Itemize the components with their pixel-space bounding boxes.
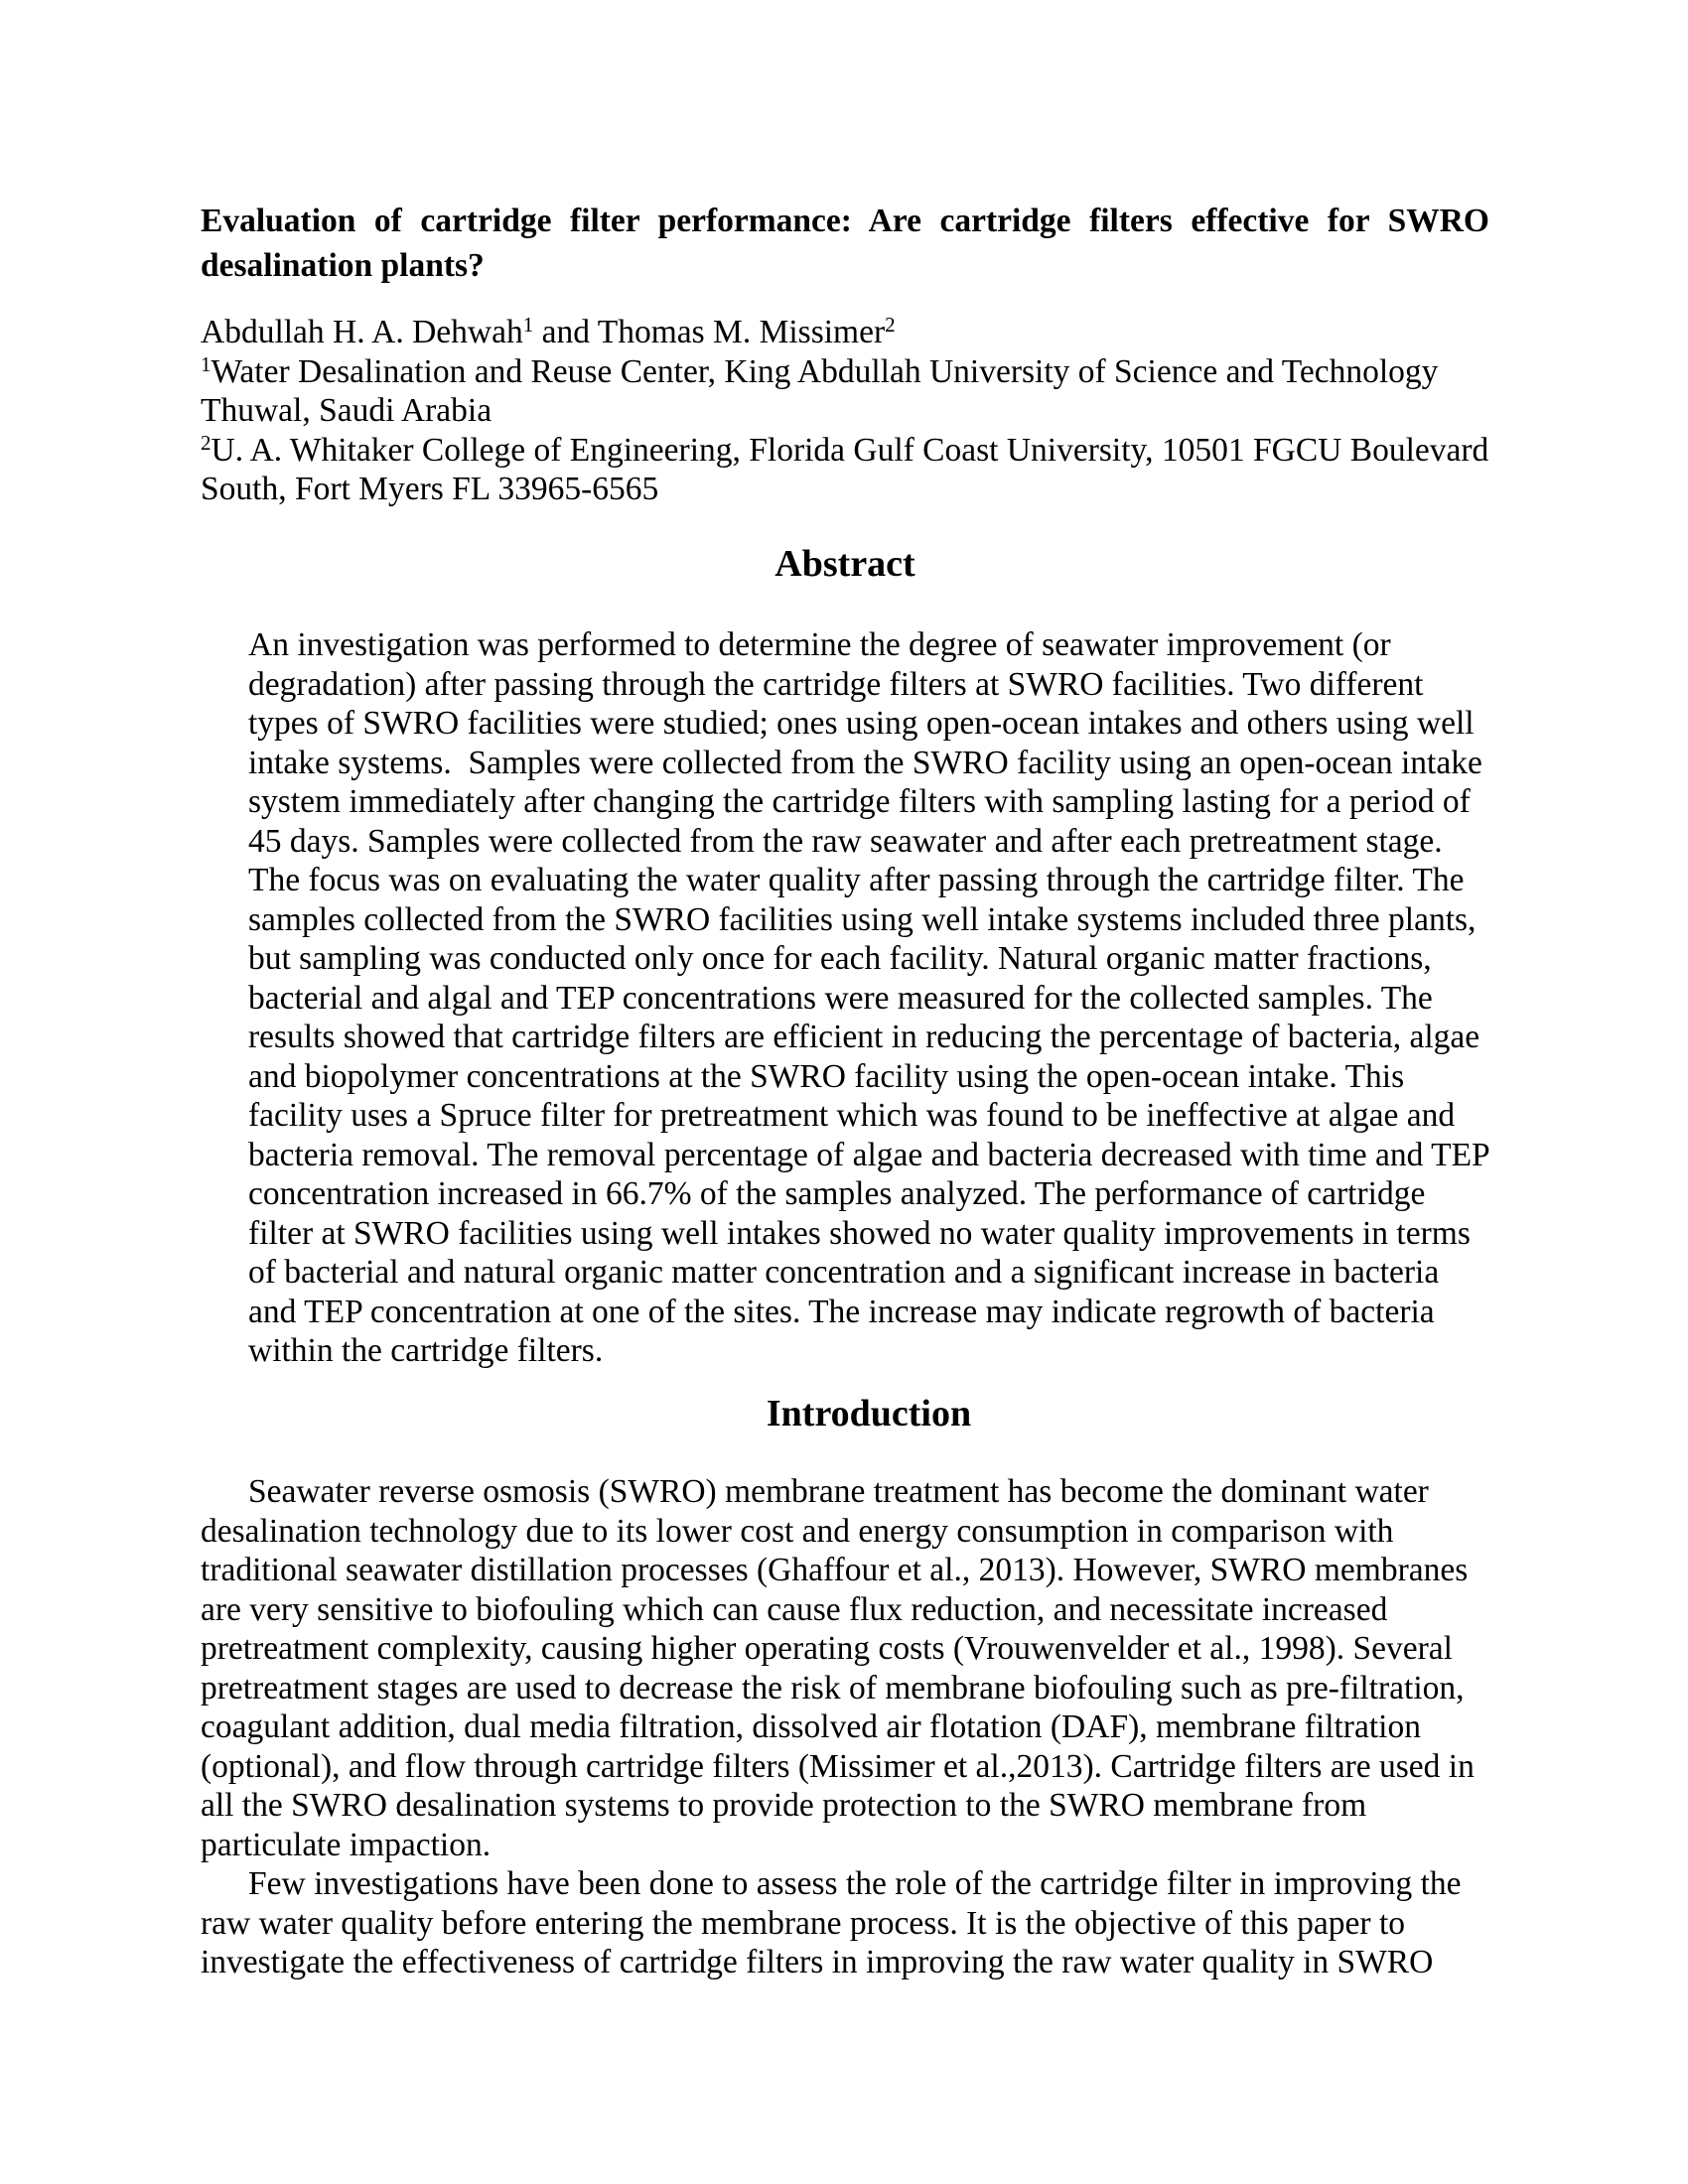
author-1: Abdullah H. A. Dehwah xyxy=(201,314,523,350)
affiliation-2-text: U. A. Whitaker College of Engineering, Florida Gulf Coast University, 10501 FGCU Boulevard South, Fort Myers FL 33965-6565 xyxy=(201,431,1489,507)
abstract-text: An investigation was performed to determine the degree of seawater improvement (or degradation) after passing through the cartridge filters at SWRO facilities. Two different types of SWRO facilities were studied; ones using open-ocean intakes and others using well intake systems. Samples were collected from the SWRO facility using an open-ocean intake system immediately after changing the cartridge filters with sampling lasting for a period of 45 days. Samples were collected from the raw seawater and after each pretreatment stage. The focus was on evaluating the water quality after passing through the cartridge filter. The samples collected from the SWRO facilities using well intake systems included three plants, but sampling was conducted only once for each facility. Natural organic matter fractions, bacterial and algal and TEP concentrations were measured for the collected samples. The results showed that cartridge filters are efficient in reducing the percentage of bacteria, algae and biopolymer concentrations at the SWRO facility using the open-ocean intake. This facility uses a Spruce filter for pretreatment which was found to be ineffective at algae and bacteria removal. The removal percentage of algae and bacteria decreased with time and TEP concentration increased in 66.7% of the samples analyzed. The performance of cartridge filter at SWRO facilities using well intakes showed no water quality improvements in terms of bacterial and natural organic matter concentration and a significant increase in bacteria and TEP concentration at one of the sites. The increase may indicate regrowth of bacteria within the cartridge filters. xyxy=(248,626,1497,1369)
author-conjunction: and xyxy=(533,314,598,350)
affiliation-1 xyxy=(201,352,1489,431)
introduction-paragraph-2: Few investigations have been done to assess the role of the cartridge filter in improving the raw water quality before entering the membrane process. It is the objective of this paper to investigate the effectiveness of cartridge filters in improving the raw water quality in SWRO xyxy=(201,1865,1462,1980)
author-2: Thomas M. Missimer xyxy=(597,314,886,350)
author-line xyxy=(201,313,1489,352)
affiliation-1-superscript: 1 xyxy=(201,351,211,376)
author-1-superscript: 1 xyxy=(522,313,534,337)
introduction-heading: Introduction xyxy=(766,1392,972,1434)
page-content xyxy=(201,199,1497,1982)
abstract-heading: Abstract xyxy=(774,542,915,585)
introduction-paragraph-1: Seawater reverse osmosis (SWRO) membrane treatment has become the dominant water desalination technology due to its lower cost and energy consumption in comparison with traditional seawater distillation processes (Ghaffour et al., 2013). However, SWRO membranes are very sensitive to biofouling which can cause flux reduction, and necessitate increased pretreatment complexity, causing higher operating costs (Vrouwenvelder et al., 1998). Several pretreatment stages are used to decrease the risk of membrane biofouling such as pre-filtration, coagulant addition, dual media filtration, dissolved air flotation (DAF), membrane filtration (optional), and flow through cartridge filters (Missimer et al.,2013). Cartridge filters are used in all the SWRO desalination systems to provide protection to the SWRO membrane from particulate impaction. xyxy=(201,1473,1475,1863)
author-block xyxy=(201,313,1489,509)
affiliation-2 xyxy=(201,431,1489,509)
affiliation-2-superscript: 2 xyxy=(201,430,211,455)
paper-title: Evaluation of cartridge filter performance: Are cartridge filters effective for SWRO desalination plants? xyxy=(201,203,1489,284)
affiliation-1-text: Water Desalination and Reuse Center, King Abdullah University of Science and Technology Thuwal, Saudi Arabia xyxy=(201,352,1439,429)
author-2-superscript: 2 xyxy=(885,313,896,337)
